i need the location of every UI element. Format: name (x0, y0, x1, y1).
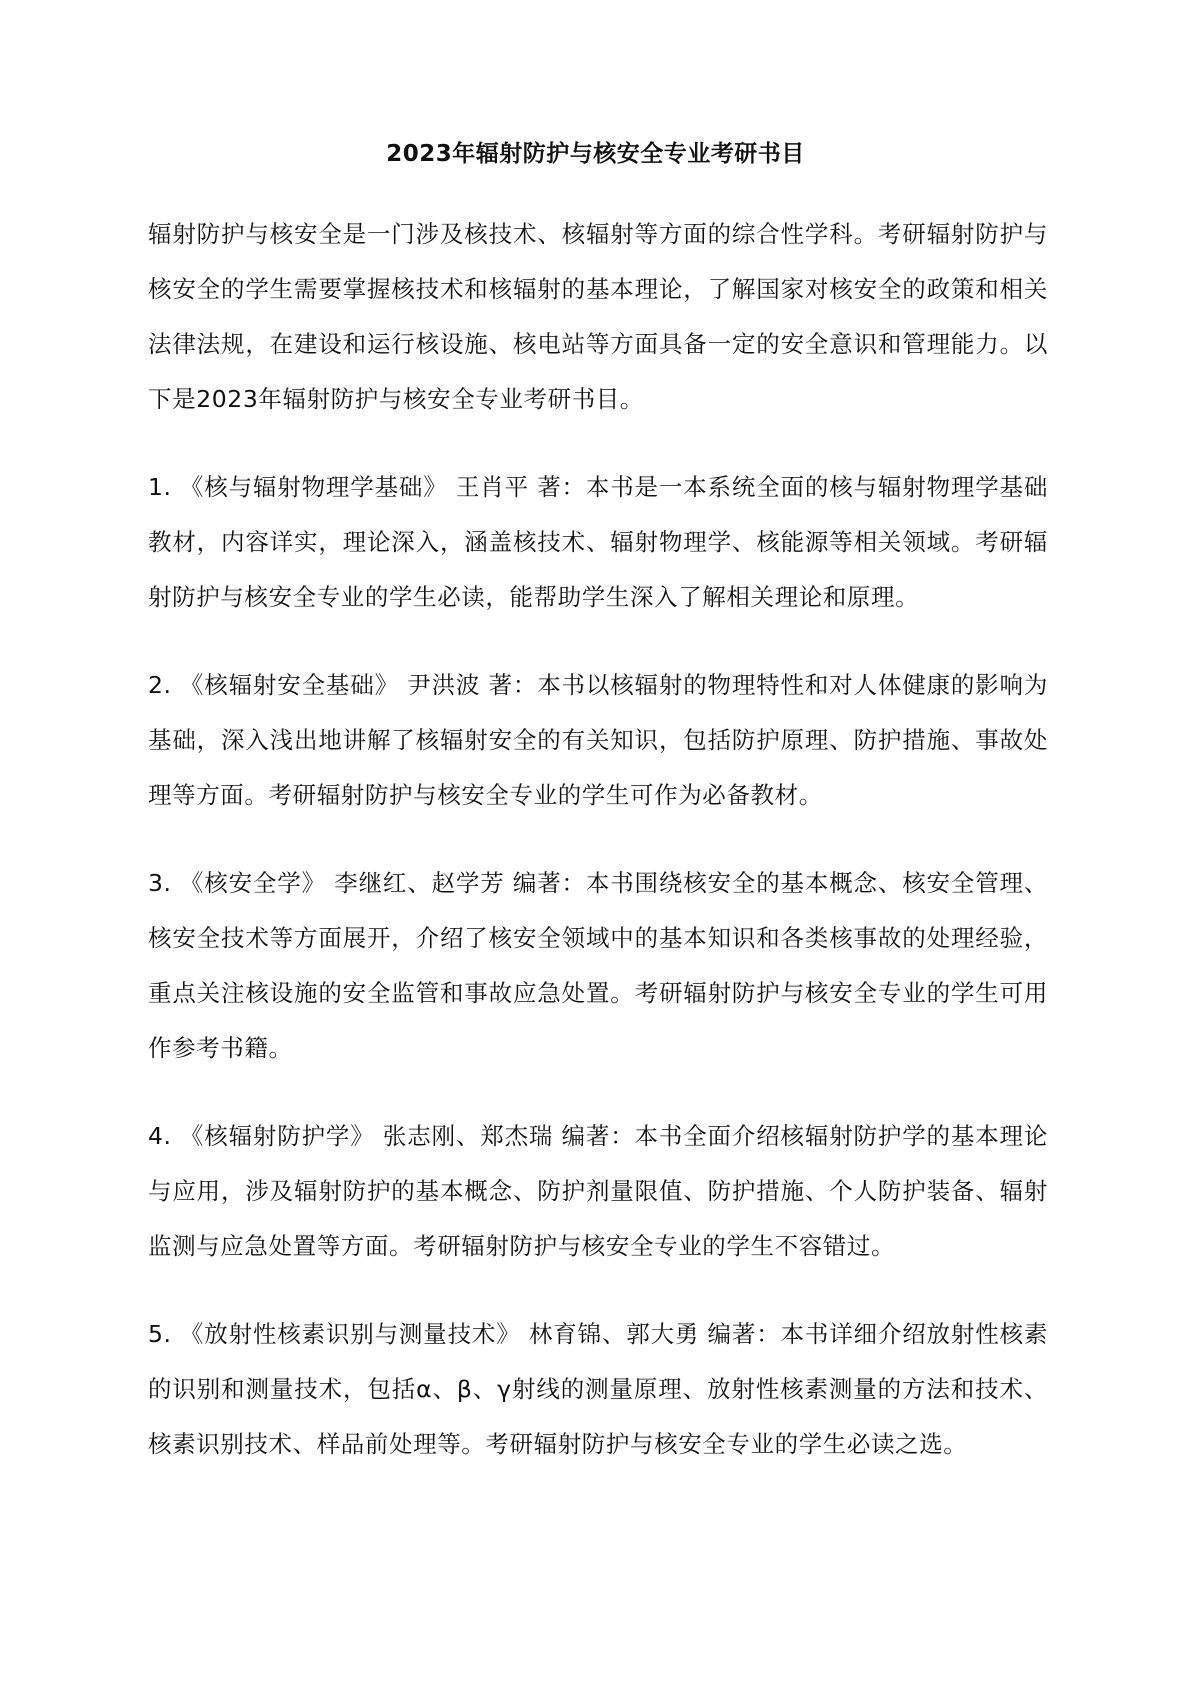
book-entry-5: 5. 《放射性核素识别与测量技术》 林育锦、郭大勇 编著：本书详细介绍放射性核素的识别和测量技术，包括α、β、γ射线的测量原理、放射性核素测量的方法和技术、核素识别技术、样品前处理等。考研辐射防护与核安全专业的学生必读之选。 (148, 1320, 1048, 1458)
document-title: 2023年辐射防护与核安全专业考研书目 (386, 141, 805, 167)
book-entry-3: 3. 《核安全学》 李继红、赵学芳 编著：本书围绕核安全的基本概念、核安全管理、核安全技术等方面展开，介绍了核安全领域中的基本知识和各类核事故的处理经验，重点关注核设施的安全监管和事故应急处置。考研辐射防护与核安全专业的学生可用作参考书籍。 (148, 869, 1048, 1062)
document-body (148, 207, 1048, 1505)
intro-paragraph: 辐射防护与核安全是一门涉及核技术、核辐射等方面的综合性学科。考研辐射防护与核安全的学生需要掌握核技术和核辐射的基本理论，了解国家对核安全的政策和相关法律法规，在建设和运行核设施、核电站等方面具备一定的安全意识和管理能力。以下是2023年辐射防护与核安全专业考研书目。 (148, 220, 1048, 413)
book-entry-1: 1. 《核与辐射物理学基础》 王肖平 著：本书是一本系统全面的核与辐射物理学基础教材，内容详实，理论深入，涵盖核技术、辐射物理学、核能源等相关领域。考研辐射防护与核安全专业的学生必读，能帮助学生深入了解相关理论和原理。 (148, 473, 1048, 611)
book-entry-2: 2. 《核辐射安全基础》 尹洪波 著：本书以核辐射的物理特性和对人体健康的影响为基础，深入浅出地讲解了核辐射安全的有关知识，包括防护原理、防护措施、事故处理等方面。考研辐射防护与核安全专业的学生可作为必备教材。 (148, 671, 1048, 809)
book-entry-4: 4. 《核辐射防护学》 张志刚、郑杰瑞 编著：本书全面介绍核辐射防护学的基本理论与应用，涉及辐射防护的基本概念、防护剂量限值、防护措施、个人防护装备、辐射监测与应急处置等方面。考研辐射防护与核安全专业的学生不容错过。 (148, 1122, 1048, 1260)
